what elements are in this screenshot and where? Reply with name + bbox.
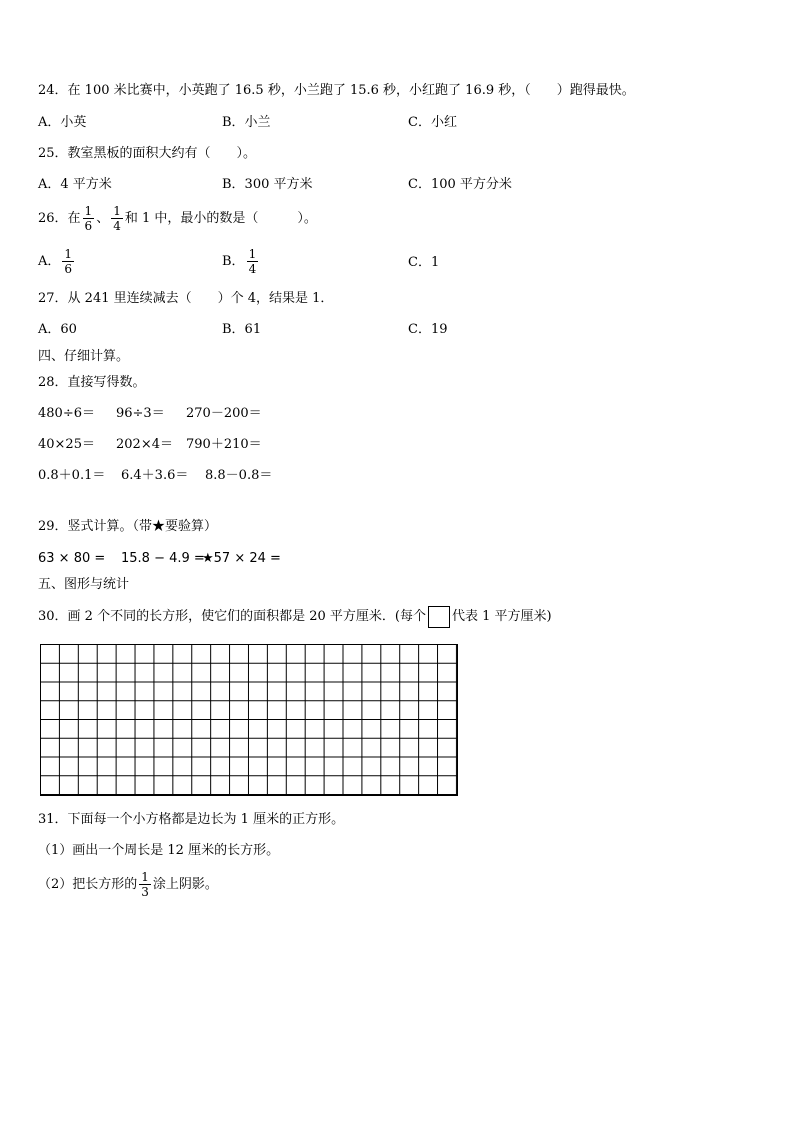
q25-option-c: C．100 平方分米 xyxy=(408,177,512,192)
vertical-calc-item: 15.8 − 4.9 = xyxy=(121,551,205,566)
fraction-one-sixth: $\frac{1}{6}$ xyxy=(84,204,93,233)
q25-option-a: A．4 平方米 xyxy=(38,177,112,192)
question-28: 28．直接写得数。 xyxy=(38,375,146,390)
calc-item: 480÷6＝ xyxy=(38,406,95,421)
calc-item: 0.8＋0.1＝ xyxy=(38,468,106,483)
unit-square-icon xyxy=(428,606,450,628)
calc-item: 8.8－0.8＝ xyxy=(205,468,273,483)
fraction-one-sixth: $\frac{1}{6}$ xyxy=(64,247,73,276)
q24-option-a: A．小英 xyxy=(38,115,87,130)
question-31: 31．下面每一个小方格都是边长为 1 厘米的正方形。 xyxy=(38,812,345,827)
question-25: 25．教室黑板的面积大约有（ ）。 xyxy=(38,146,257,161)
calc-item: 790＋210＝ xyxy=(186,437,262,452)
calc-item: 202×4＝ xyxy=(116,437,173,452)
question-27: 27．从 241 里连续减去（ ）个 4，结果是 1． xyxy=(38,291,334,306)
q26-option-a: A． $\frac{1}{6}$ xyxy=(38,247,73,276)
question-29: 29．竖式计算。（带★要验算） xyxy=(38,519,218,534)
calc-item: 96÷3＝ xyxy=(116,406,165,421)
q26-prefix: 26．在 xyxy=(38,211,81,226)
q26-suffix: 和 1 中，最小的数是（ ）。 xyxy=(124,211,317,226)
fraction-one-third: $\frac{1}{3}$ xyxy=(141,870,149,899)
q24-option-c: C．小红 xyxy=(408,115,457,130)
question-24: 24．在 100 米比赛中，小英跑了 16.5 秒，小兰跑了 15.6 秒，小红跑了 16.9 秒，（ ）跑得最快。 xyxy=(38,83,635,98)
calc-item: 270－200＝ xyxy=(186,406,262,421)
q27-option-b: B．61 xyxy=(222,322,262,337)
q25-option-b: B．300 平方米 xyxy=(222,177,313,192)
q24-option-b: B．小兰 xyxy=(222,115,271,130)
q26-separator: 、 xyxy=(96,211,110,226)
calc-item: 6.4＋3.6＝ xyxy=(121,468,189,483)
calc-item: 40×25＝ xyxy=(38,437,95,452)
q27-option-a: A．60 xyxy=(38,322,77,337)
q26-option-b: B． $\frac{1}{4}$ xyxy=(222,247,257,276)
q31-subquestion-2: （2）把长方形的 $\frac{1}{3}$ 涂上阴影。 xyxy=(38,870,218,899)
fraction-one-quarter: $\frac{1}{4}$ xyxy=(248,247,257,276)
q27-option-c: C．19 xyxy=(408,322,448,337)
q26-option-c: C．1 xyxy=(408,255,440,270)
vertical-calc-item: ★57 × 24 = xyxy=(202,551,281,566)
section-heading-5: 五、图形与统计 xyxy=(38,577,130,592)
drawing-grid[interactable] xyxy=(40,644,458,796)
vertical-calc-item: 63 × 80 = xyxy=(38,551,106,566)
section-heading-4: 四、仔细计算。 xyxy=(38,349,130,364)
q31-subquestion-1: （1）画出一个周长是 12 厘米的长方形。 xyxy=(38,843,280,858)
fraction-one-quarter: $\frac{1}{4}$ xyxy=(113,204,121,233)
question-30: 30．画 2 个不同的长方形，使它们的面积都是 20 平方厘米．(每个 代表 1 平方厘米) xyxy=(38,605,552,629)
question-26 xyxy=(38,204,317,234)
